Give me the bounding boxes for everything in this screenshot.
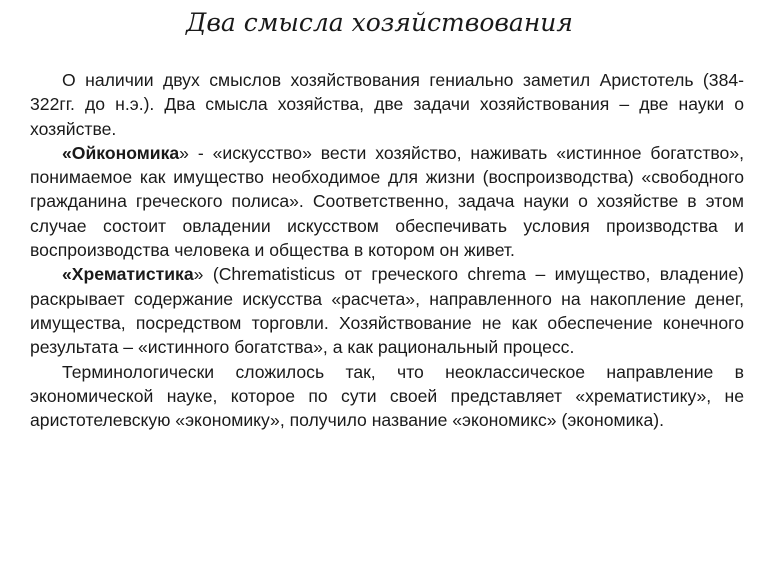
paragraph-chrematistika-text: » (Chrematisticus от греческого chrema – имущество, владение) раскрывает содержание искусства «расчета», направленного на накопление денег, имущества, посредством торговли. Хозяйствование не как обеспечение конечного результата – «истинного богатства», а как рациональный процесс. bbox=[30, 264, 744, 358]
paragraph-intro bbox=[30, 68, 744, 141]
paragraph-oikonomika bbox=[30, 141, 744, 262]
slide-body bbox=[30, 68, 744, 432]
term-chrematistika: «Хрематистика bbox=[62, 264, 194, 285]
paragraph-chrematistika bbox=[30, 262, 744, 359]
paragraph-oikonomika-text: » - «искусство» вести хозяйство, наживать «истинное богатство», понимаемое как имущество необходимое для жизни (воспроизводства) «свободного гражданина греческого полиса». Соответственно, задача науки о хозяйстве в этом случае состоит овладении искусством обеспечивать условия производства и воспроизводства человека и общества в котором он живет. bbox=[30, 142, 744, 261]
paragraph-intro-text: О наличии двух смыслов хозяйствования гениально заметил Аристотель (384-322гг. до н.э.). Два смысла хозяйства, две задачи хозяйствования – две науки о хозяйстве. bbox=[30, 70, 744, 139]
paragraph-conclusion bbox=[30, 360, 744, 433]
slide-title: Два смысла хозяйствования bbox=[186, 8, 573, 37]
term-oikonomika: «Ойкономика bbox=[62, 142, 180, 163]
paragraph-conclusion-text: Терминологически сложилось так, что неоклассическое направление в экономической науке, которое по сути своей представляет «хрематистику», не аристотелевскую «экономику», получило название «экономикс» (экономика). bbox=[30, 361, 744, 431]
